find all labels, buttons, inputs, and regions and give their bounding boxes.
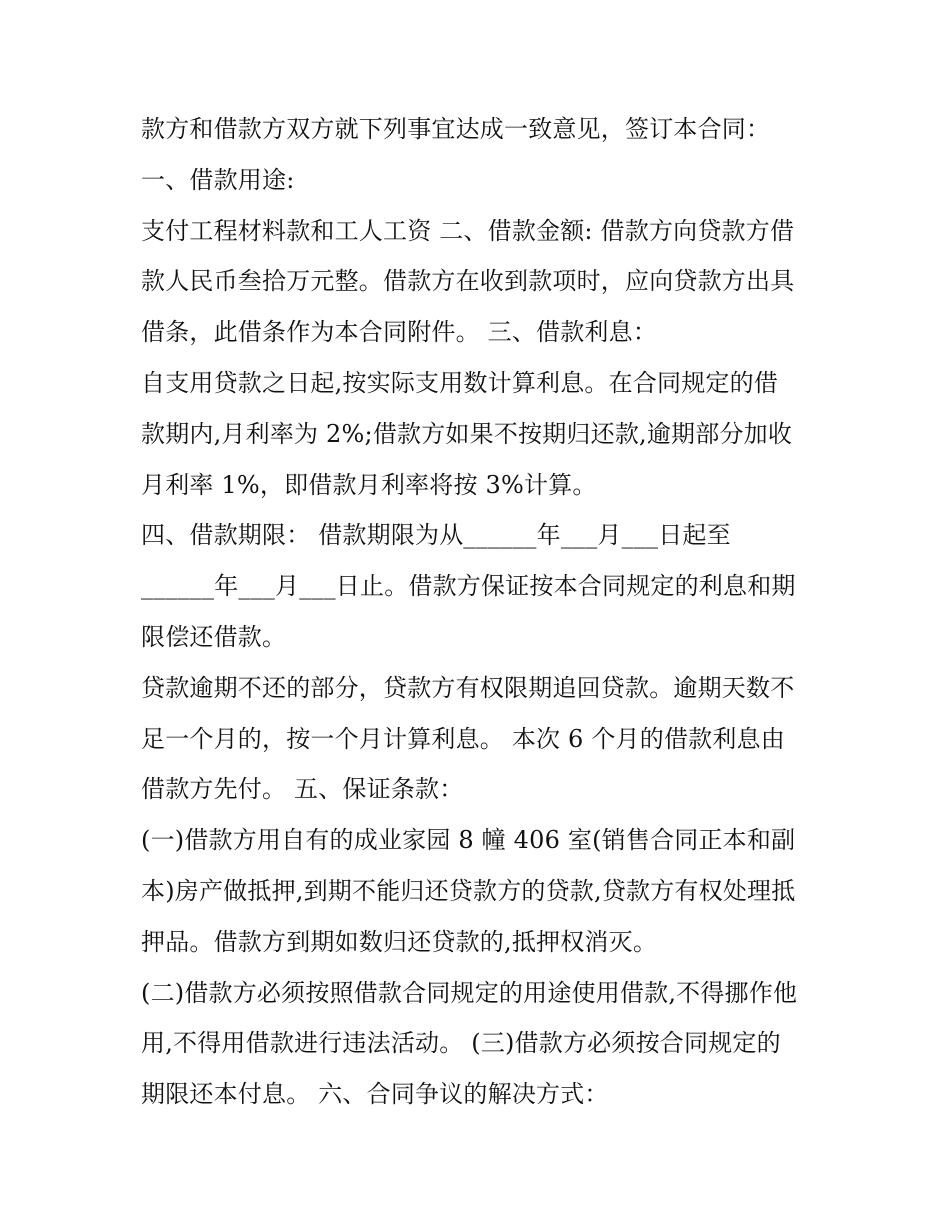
- contract-body: [141, 104, 821, 1120]
- text-line: (一)借款方用自有的成业家园 8 幢 406 室(销售合同正本和副: [141, 826, 796, 855]
- text-line: (二)借款方必须按照借款合同规定的用途使用借款,不得挪作他: [141, 978, 798, 1007]
- text-line: 押品。借款方到期如数归还贷款的,抵押权消灭。: [141, 927, 658, 956]
- text-line: 本)房产做抵押,到期不能归还贷款方的贷款,贷款方有权处理抵: [141, 876, 796, 905]
- text-line: 期限还本付息。 六、合同争议的解决方式：: [141, 1080, 609, 1109]
- text-line: 借款方先付。 五、保证条款：: [141, 775, 464, 804]
- text-line: 月利率 1%，即借款月利率将按 3%计算。: [141, 470, 597, 499]
- text-line: 支付工程材料款和工人工资 二、借款金额: 借款方向贷款方借: [141, 216, 795, 245]
- text-line: 款期内,月利率为 2%;借款方如果不按期归还款,逾期部分加收: [141, 419, 793, 448]
- text-line: 款方和借款方双方就下列事宜达成一致意见，签订本合同：: [141, 115, 771, 143]
- text-line: ______年___月___日止。借款方保证按本合同规定的利息和期: [141, 572, 796, 601]
- text-line: 款人民币叁拾万元整。借款方在收到款项时，应向贷款方出具: [141, 267, 795, 296]
- text-line: 足一个月的，按一个月计算利息。 本次 6 个月的借款利息由: [141, 724, 785, 753]
- text-line: 限偿还借款。: [141, 622, 287, 651]
- section-heading: 一、借款用途:: [141, 165, 295, 194]
- text-line: 用,不得用借款进行违法活动。 (三)借款方必须按合同规定的: [141, 1029, 781, 1058]
- text-line: 贷款逾期不还的部分，贷款方有权限期追回贷款。逾期天数不: [141, 673, 795, 702]
- text-line: 借条，此借条作为本合同附件。 三、借款利息：: [141, 318, 658, 347]
- text-line: 自支用贷款之日起,按实际支用数计算利息。在合同规定的借: [141, 368, 779, 397]
- text-line: 四、借款期限： 借款期限为从______年___月___日起至: [141, 521, 731, 550]
